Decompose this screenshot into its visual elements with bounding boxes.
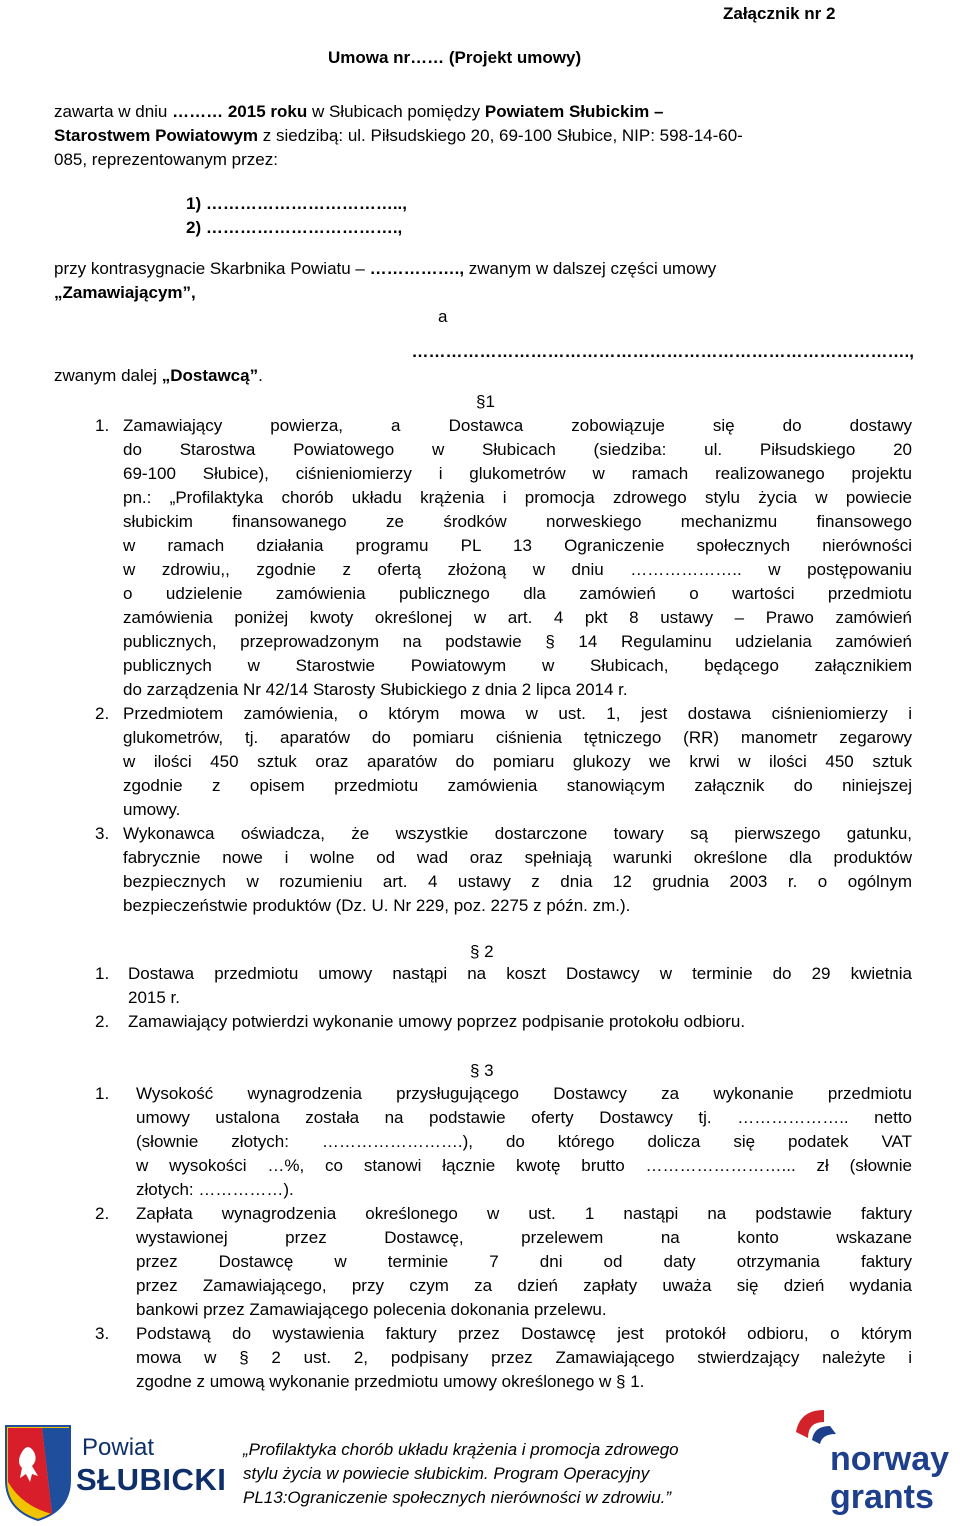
section-3-heading: § 3 — [470, 1061, 494, 1080]
s1-item-2-line: glukometrów, tj. aparatów do pomiaru ciśnienia tętniczego (RR) manometr zegarowy — [123, 728, 912, 747]
s1-item-2-line: Przedmiotem zamówienia, o którym mowa w ust. 1, jest dostawa ciśnieniomierzy i — [123, 704, 912, 723]
s2-item-1-line: Dostawa przedmiotu umowy nastąpi na koszt Dostawcy w terminie do 29 kwietnia — [128, 964, 912, 983]
dostawca-line: zwanym dalej „Dostawcą”. — [54, 366, 263, 385]
logo-norway-text: norway — [830, 1440, 950, 1478]
logo-slubicki-text: SŁUBICKI — [76, 1462, 227, 1497]
logo-grants-text: grants — [830, 1478, 934, 1516]
footer-line-3: PL13:Ograniczenie społecznych nierówności w zdrowiu.” — [243, 1488, 672, 1507]
s3-item-1-line: (słownie złotych: …………………….), do którego dolicza się podatek VAT — [136, 1132, 912, 1151]
footer-line-2: stylu życia w powiecie słubickim. Program Operacyjny — [243, 1464, 650, 1483]
s3-item-2-line: Zapłata wynagrodzenia określonego w ust. 1 nastąpi na podstawie faktury — [136, 1204, 912, 1223]
s3-item-2-line: przez Zamawiającego, przy czym za dzień zapłaty uważa się dzień wydania — [136, 1276, 912, 1295]
powiat-slubicki-logo — [2, 1422, 232, 1522]
s3-item-2-line: wystawionej przez Dostawcę, przelewem na konto wskazane — [136, 1228, 912, 1247]
s3-item-3-line: zgodne z umową wykonanie przedmiotu umowy określonego w § 1. — [136, 1372, 645, 1391]
s3-item-3-line: mowa w § 2 ust. 2, podpisany przez Zamawiającego stwierdzający należyte i — [136, 1348, 912, 1367]
s1-item-3-line: bezpiecznych w rozumieniu art. 4 ustawy z dnia 12 grudnia 2003 r. o ogólnym — [123, 872, 912, 891]
s2-item-2-number: 2. — [95, 1012, 110, 1031]
s2-item-2-line: Zamawiający potwierdzi wykonanie umowy poprzez podpisanie protokołu odbioru. — [128, 1012, 746, 1031]
s3-item-2-line: przez Dostawcę w terminie 7 dni od daty otrzymania faktury — [136, 1252, 912, 1271]
section-1-heading: §1 — [476, 392, 495, 411]
intro-line-2: Starostwem Powiatowym z siedzibą: ul. Piłsudskiego 20, 69-100 Słubice, NIP: 598-14-60- — [54, 126, 743, 145]
s1-item-2-line: umowy. — [123, 800, 181, 819]
footer-line-1: „Profilaktyka chorób układu krążenia i promocja zdrowego — [243, 1440, 679, 1459]
s1-item-1-line: publicznych w Starostwie Powiatowym w Słubicach, będącego załącznikiem — [123, 656, 912, 675]
s3-item-1-line: Wysokość wynagrodzenia przysługującego Dostawcy za wykonanie przedmiotu — [136, 1084, 912, 1103]
section-2-heading: § 2 — [470, 942, 494, 961]
and-word: a — [438, 307, 448, 326]
intro-line-3: 085, reprezentowanym przez: — [54, 150, 278, 169]
annex-label: Załącznik nr 2 — [723, 4, 836, 23]
s1-item-2-number: 2. — [95, 704, 110, 723]
s1-item-1-line: 69-100 Słubice), ciśnieniomierzy i glukometrów w ramach realizowanego projektu — [123, 464, 912, 483]
contractor-placeholder: ……………………………………………………………………………., — [411, 342, 914, 361]
s1-item-3-line: Wykonawca oświadcza, że wszystkie dostarczone towary są pierwszego gatunku, — [123, 824, 912, 843]
s1-item-1-line: w ramach działania programu PL 13 Ograniczenie społecznych nierówności — [123, 536, 912, 555]
s1-item-1-line: zamówienia poniżej kwoty określonej w art. 4 pkt 8 ustawy – Prawo zamówień — [123, 608, 912, 627]
s1-item-2-line: zgodnie z opisem przedmiotu zamówienia stanowiącym załącznik do niniejszej — [123, 776, 912, 795]
s3-item-3-line: Podstawą do wystawienia faktury przez Dostawcę jest protokół odbioru, o którym — [136, 1324, 912, 1343]
page-title: Umowa nr…… (Projekt umowy) — [328, 48, 582, 67]
s2-item-1-line: 2015 r. — [128, 988, 180, 1007]
representative-1: 1) …………………………….., — [186, 194, 408, 213]
s1-item-1-line: słubickim finansowanego ze środków norweskiego mechanizmu finansowego — [123, 512, 912, 531]
countersign-line: przy kontrasygnacie Skarbnika Powiatu – ……………., zwanym w dalszej części umowy — [54, 259, 717, 278]
s1-item-1-line: publicznych, przeprowadzonym na podstawie § 14 Regulaminu udzielania zamówień — [123, 632, 912, 651]
s3-item-3-number: 3. — [95, 1324, 110, 1343]
s1-item-1-line: o udzielenie zamówienia publicznego dla zamówień o wartości przedmiotu — [123, 584, 912, 603]
s1-item-3-number: 3. — [95, 824, 110, 843]
coat-of-arms-icon — [2, 1422, 74, 1522]
s3-item-2-line: bankowi przez Zamawiającego polecenia dokonania przelewu. — [136, 1300, 607, 1319]
representative-2: 2) ……………………………., — [186, 218, 403, 237]
s1-item-1-line: do Starostwa Powiatowego w Słubicach (siedziba: ul. Piłsudskiego 20 — [123, 440, 912, 459]
s1-item-1-line: Zamawiający powierza, a Dostawca zobowiązuje się do dostawy — [123, 416, 912, 435]
s1-item-3-line: bezpieczeństwie produktów (Dz. U. Nr 229, poz. 2275 z późn. zm.). — [123, 896, 631, 915]
s1-item-1-number: 1. — [95, 416, 110, 435]
s1-item-3-line: fabrycznie nowe i wolne od wad oraz spełniają warunki określone dla produktów — [123, 848, 912, 867]
s3-item-1-line: złotych: ……………). — [136, 1180, 294, 1199]
logo-powiat-text: Powiat — [82, 1434, 155, 1461]
s1-item-2-line: w ilości 450 sztuk oraz aparatów do pomiaru glukozy we krwi w ilości 450 sztuk — [123, 752, 912, 771]
s3-item-1-line: w wysokości …%, co stanowi łącznie kwotę brutto ……………………... zł (słownie — [136, 1156, 912, 1175]
s1-item-1-line: pn.: „Profilaktyka chorób układu krążenia i promocja zdrowego stylu życia w powiecie — [123, 488, 912, 507]
s1-item-1-line: w zdrowiu,, zgodnie z ofertą złożoną w dniu ……………….. w postępowaniu — [123, 560, 912, 579]
norway-grants-logo — [786, 1402, 956, 1522]
footer-project-text — [243, 1438, 773, 1510]
zamawiajacy-label: „Zamawiającym”, — [54, 283, 196, 302]
s2-item-1-number: 1. — [95, 964, 110, 983]
s1-item-1-line: do zarządzenia Nr 42/14 Starosty Słubickiego z dnia 2 lipca 2014 r. — [123, 680, 628, 699]
s3-item-2-number: 2. — [95, 1204, 110, 1223]
intro-line-1: zawarta w dniu ……… 2015 roku w Słubicach pomiędzy Powiatem Słubickim – — [54, 102, 664, 121]
s3-item-1-line: umowy ustalona została na podstawie oferty Dostawcy tj. ……………….. netto — [136, 1108, 912, 1127]
s3-item-1-number: 1. — [95, 1084, 110, 1103]
